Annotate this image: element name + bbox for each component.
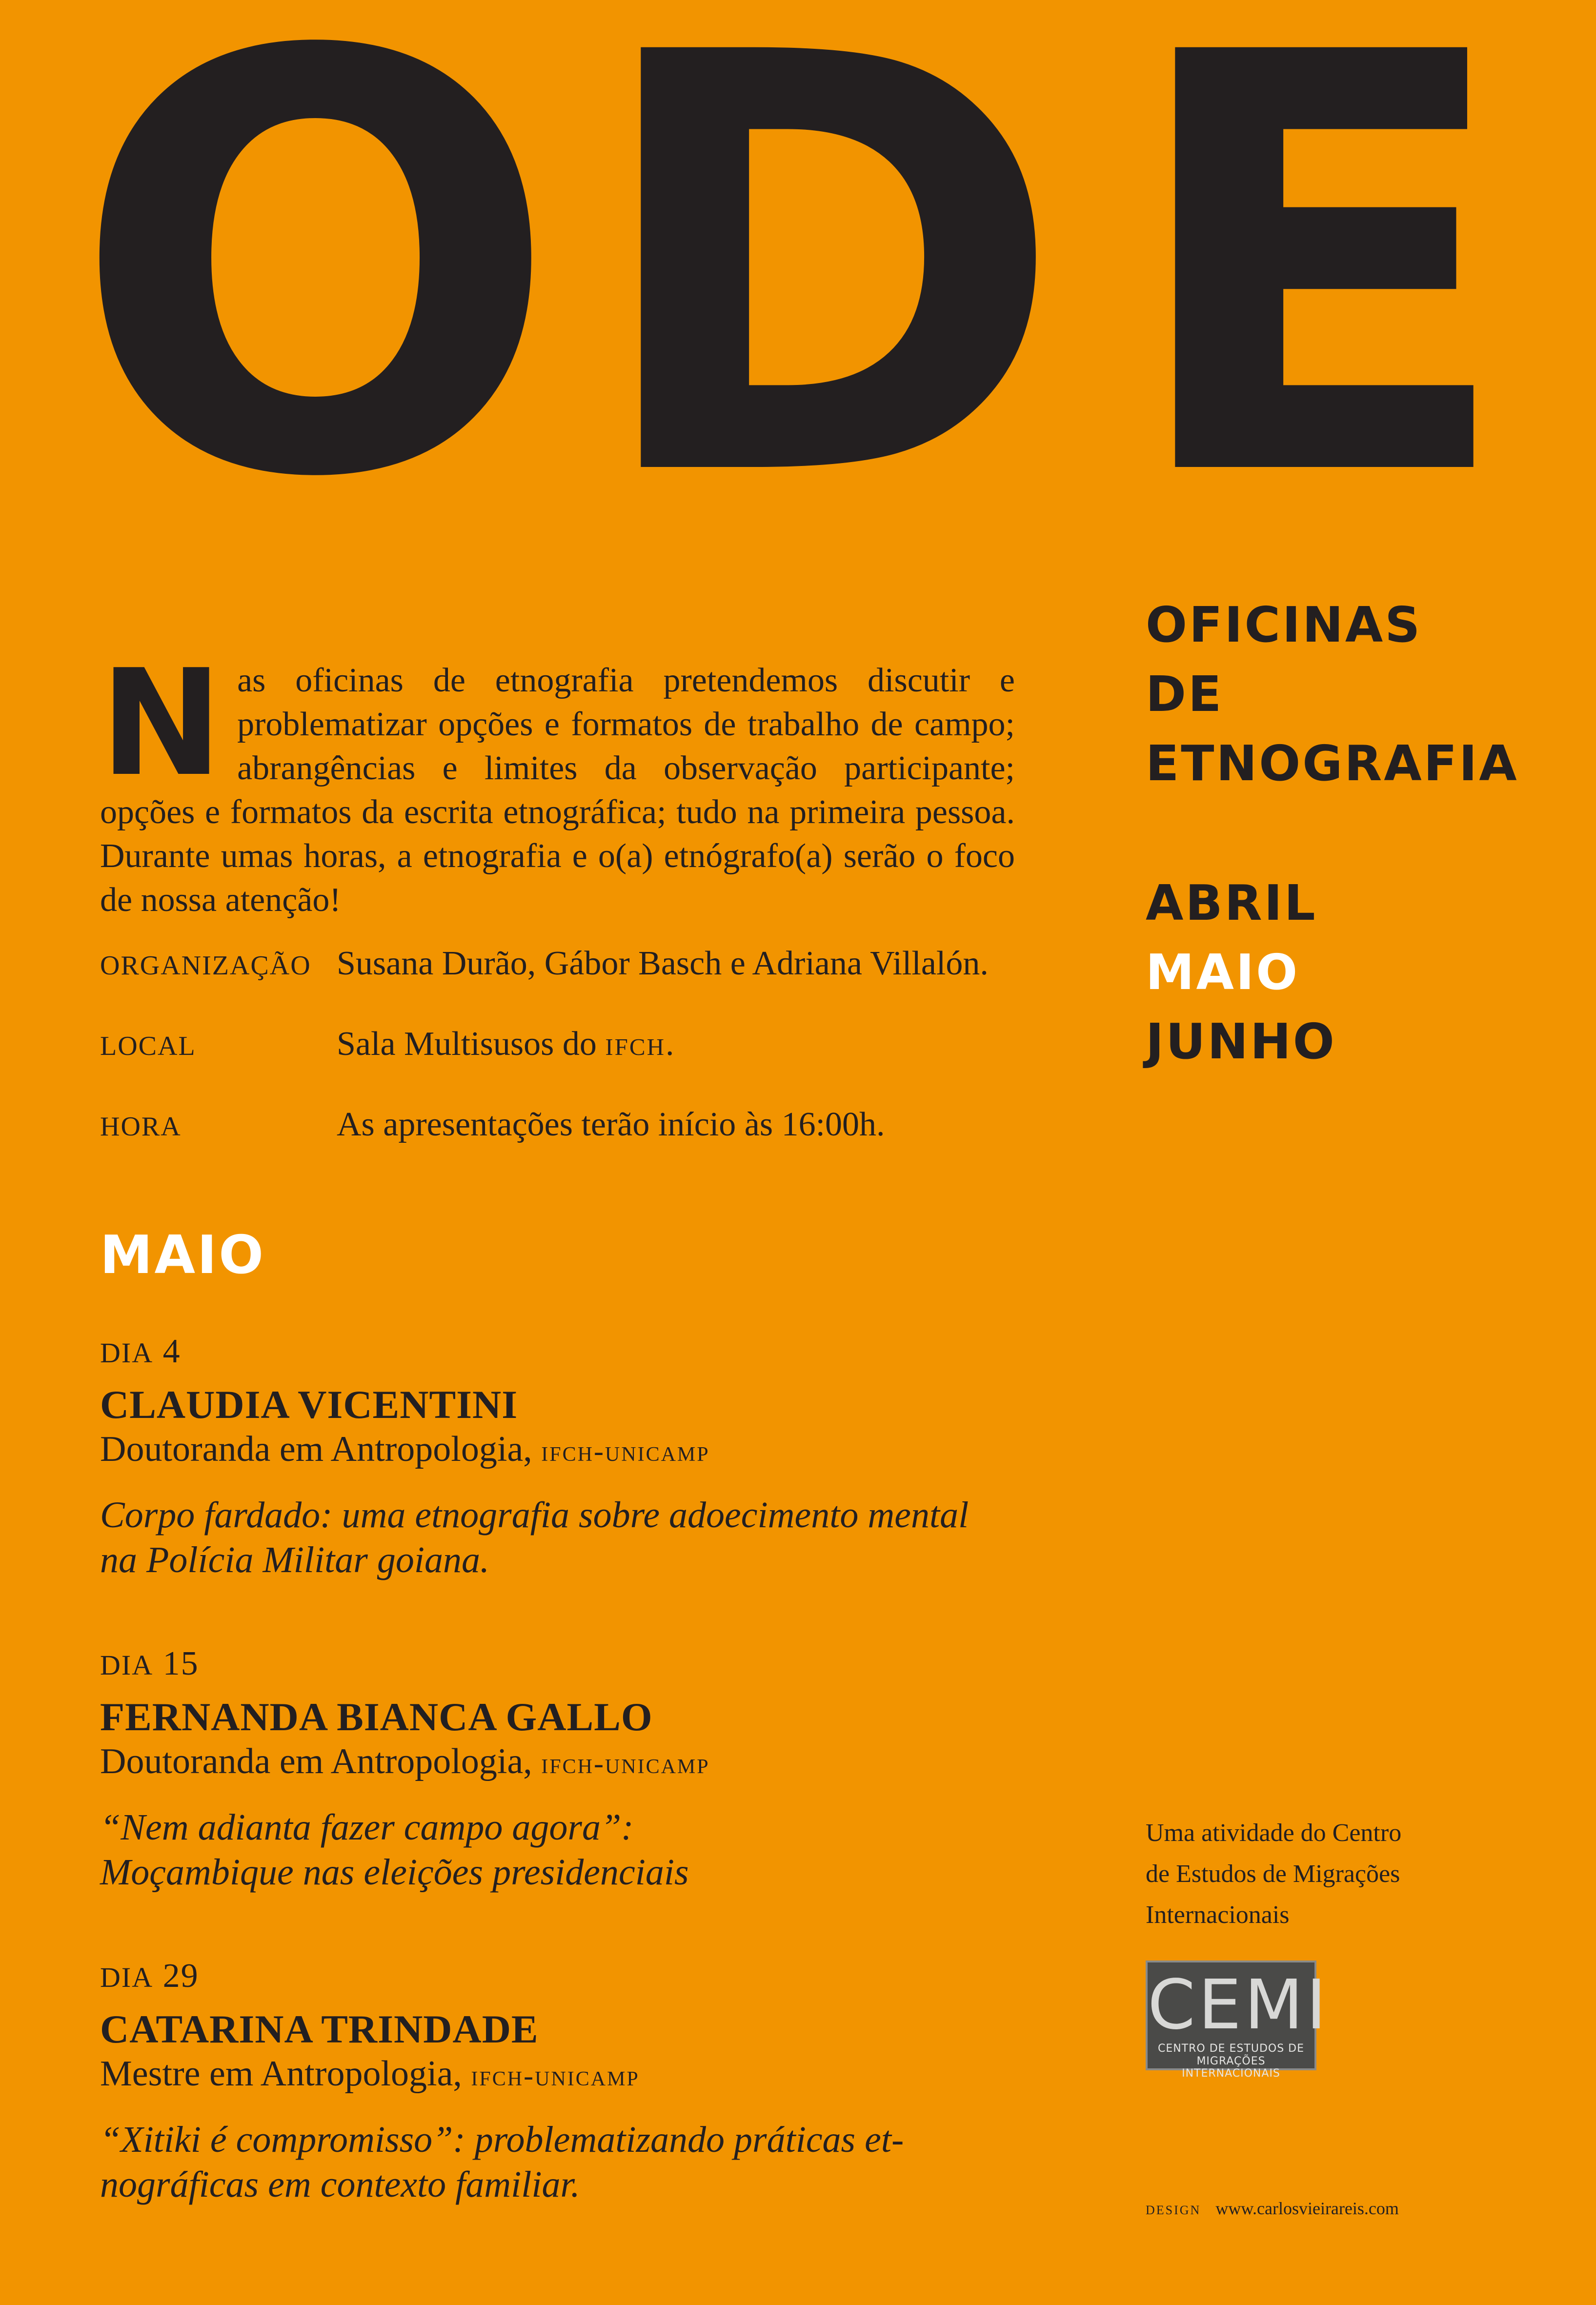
- design-url[interactable]: www.carlosvieirareis.com: [1215, 2199, 1399, 2218]
- role-text: Doutoranda em Antropologia,: [100, 1741, 532, 1781]
- info-value: As apresentações terão início às 16:00h.: [337, 1106, 885, 1143]
- month-junho: JUNHO: [1146, 1013, 1336, 1070]
- intro-paragraph: [100, 638, 1015, 922]
- subtitle-line: ETNOGRAFIA: [1146, 735, 1519, 792]
- info-hora: [100, 1105, 1027, 1144]
- session-item: [100, 1957, 1027, 2207]
- role-text: Doutoranda em Antropologia,: [100, 1429, 532, 1469]
- months-list: [1146, 869, 1336, 1076]
- day-number: 15: [162, 1645, 199, 1682]
- day-label: DIA: [100, 1961, 154, 1993]
- day-label: DIA: [100, 1649, 154, 1681]
- cemi-logo-line: MIGRAÇÕES INTERNACIONAIS: [1182, 2055, 1280, 2080]
- info-organizacao: [100, 944, 1027, 983]
- speaker-name: FERNANDA BIANCA GALLO: [100, 1695, 653, 1739]
- design-label: DESIGN: [1146, 2203, 1201, 2217]
- info-value: [337, 1025, 674, 1064]
- role-institution: ifch-unicamp: [541, 1747, 710, 1779]
- subtitle-line: DE: [1146, 666, 1224, 723]
- intro-text: as oficinas de etnografia pretendemos discutir e problematizar opções e formatos de trabalho de campo; abrangências e limites da observação participante; opções e formatos da escrita etnográfica; tudo na primeira pessoa. Durante umas horas, a etnografia e o(a) etnógrafo(a) serão o foco de nossa atenção!: [100, 662, 1015, 919]
- info-local: [100, 1025, 1027, 1064]
- talk-title-line: na Polícia Militar goiana.: [100, 1539, 489, 1580]
- logo-letter-e: E: [1122, 0, 1516, 603]
- session-day: [100, 1332, 1027, 1371]
- speaker-role: [100, 2053, 1027, 2095]
- role-text: Mestre em Antropologia,: [100, 2054, 462, 2094]
- role-institution: ifch-unicamp: [471, 2060, 640, 2092]
- design-credit: [1146, 2198, 1399, 2219]
- info-value-sc: ifch: [605, 1025, 666, 1063]
- subtitle: [1146, 590, 1575, 798]
- info-label: LOCAL: [100, 1031, 196, 1061]
- talk-title: [100, 2117, 1027, 2207]
- info-value-end: .: [665, 1025, 674, 1063]
- session-item: [100, 1332, 1027, 1582]
- speaker-name: CATARINA TRINDADE: [100, 2007, 539, 2051]
- info-label: ORGANIZAÇÃO: [100, 950, 311, 981]
- session-day: [100, 1957, 1027, 1996]
- month-abril: ABRIL: [1146, 874, 1317, 931]
- talk-title-line: “Xitiki é compromisso”: problematizando práticas et-: [100, 2119, 904, 2160]
- month-maio: MAIO: [1146, 944, 1300, 1001]
- talk-title: [100, 1493, 1027, 1582]
- credit-line: Uma atividade do Centro: [1146, 1819, 1402, 1847]
- cemi-logo: [1146, 1961, 1330, 2080]
- section-month-title: MAIO: [100, 1225, 266, 1286]
- logo-letter-d: D: [588, 0, 1066, 603]
- info-value-text: Sala Multisusos do: [337, 1025, 597, 1063]
- speaker-role: [100, 1741, 1027, 1782]
- logo-letter-o: O: [71, 0, 561, 603]
- day-label: DIA: [100, 1337, 154, 1369]
- talk-title-line: Moçambique nas eleições presidenciais: [100, 1852, 689, 1893]
- role-institution: ifch-unicamp: [541, 1435, 710, 1467]
- info-value: Susana Durão, Gábor Basch e Adriana Villalón.: [337, 945, 989, 982]
- session-day: [100, 1644, 1027, 1683]
- talk-title-line: nográficas em contexto familiar.: [100, 2164, 580, 2205]
- talk-title-line: Corpo fardado: uma etnografia sobre adoecimento mental: [100, 1495, 969, 1536]
- credit-line: Internacionais: [1146, 1901, 1290, 1929]
- subtitle-line: OFICINAS: [1146, 596, 1422, 653]
- drop-cap: N: [100, 638, 223, 809]
- info-label: HORA: [100, 1112, 182, 1142]
- talk-title: [100, 1805, 1027, 1895]
- credit-text: [1146, 1813, 1487, 1936]
- speaker-role: [100, 1429, 1027, 1470]
- cemi-logo-line: CENTRO DE ESTUDOS DE: [1157, 2042, 1305, 2055]
- day-number: 4: [162, 1333, 181, 1370]
- talk-title-line: “Nem adianta fazer campo agora”:: [100, 1807, 634, 1848]
- day-number: 29: [162, 1957, 199, 1995]
- speaker-name: CLAUDIA VICENTINI: [100, 1382, 518, 1427]
- cemi-logo-word: CEMI: [1148, 1965, 1330, 2045]
- session-item: [100, 1644, 1027, 1895]
- credit-line: de Estudos de Migrações: [1146, 1860, 1400, 1888]
